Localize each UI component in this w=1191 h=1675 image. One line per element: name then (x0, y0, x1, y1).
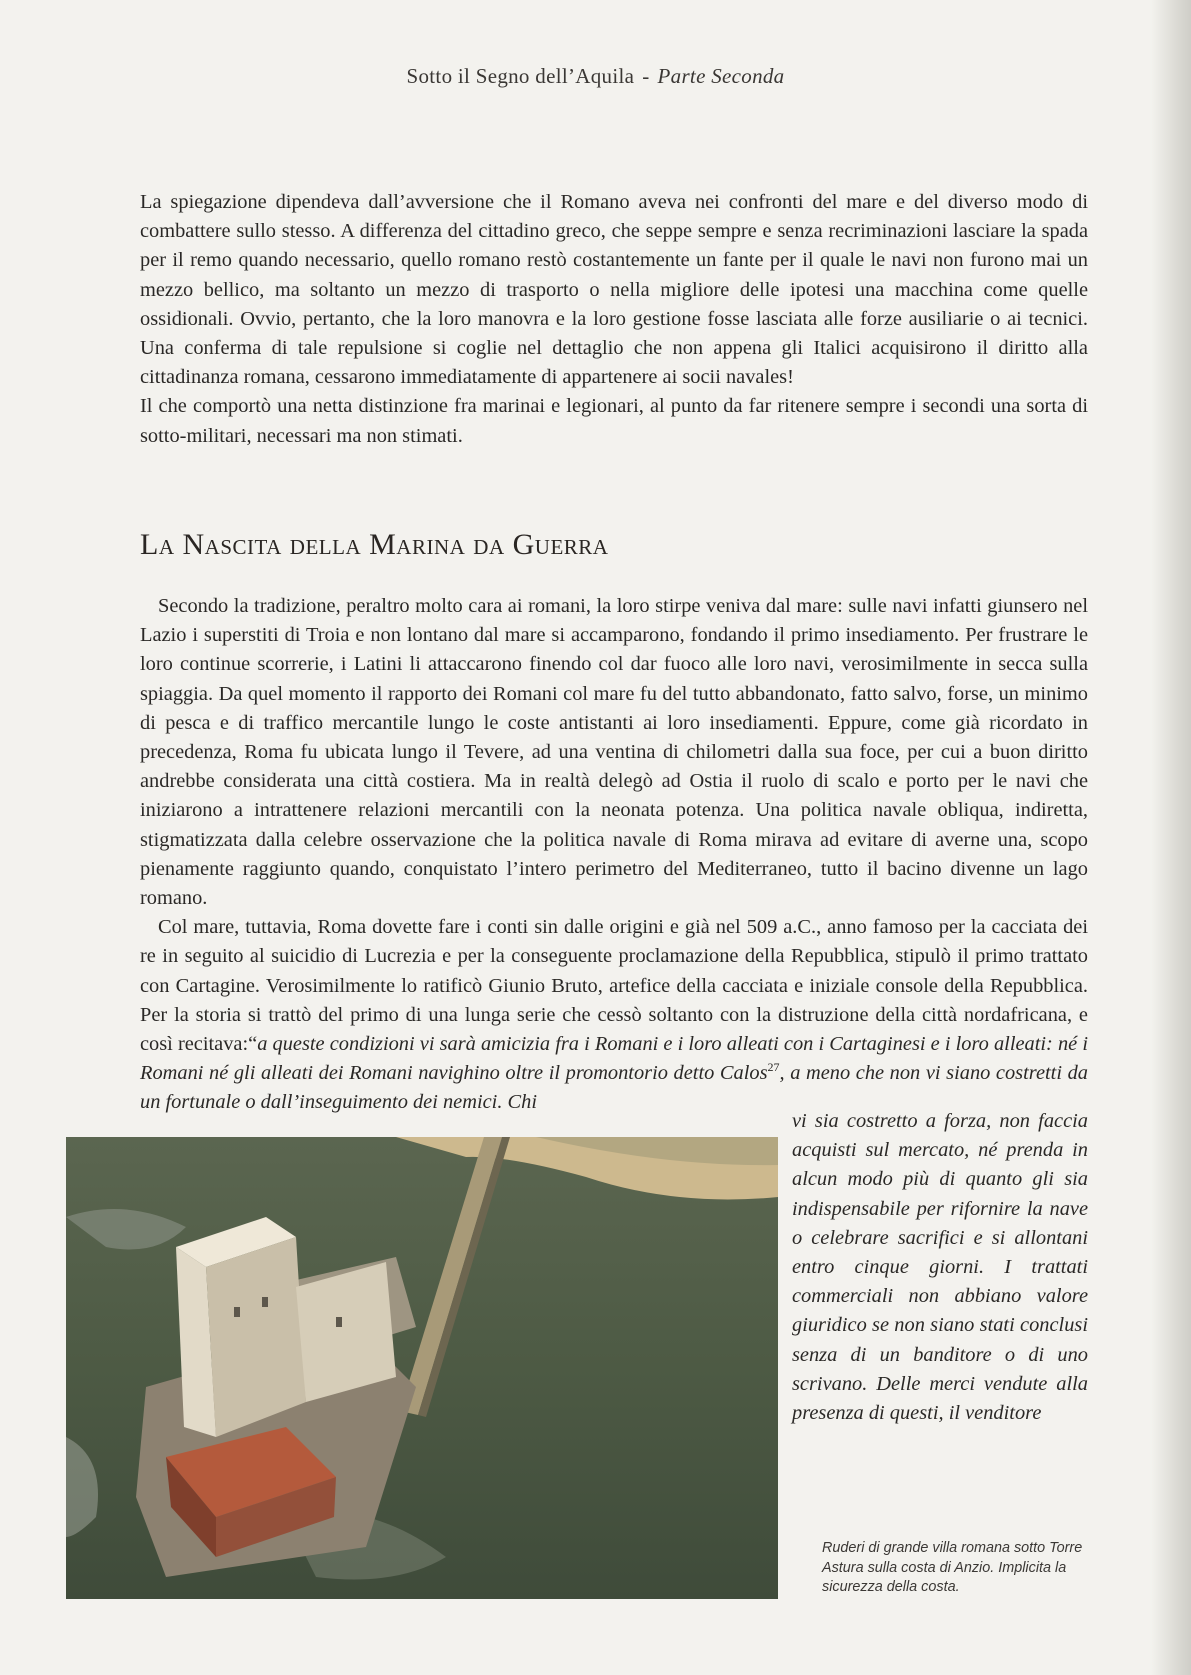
treaty-paragraph (140, 913, 1088, 1117)
photo-caption: Ruderi di grande villa romana sotto Torre Astura sulla costa di Anzio. Implicita la sicurezza della costa. (822, 1540, 1083, 1595)
aerial-photo-torre-astura (66, 1137, 778, 1599)
paragraph: La spiegazione dipendeva dall’avversione che il Romano aveva nei confronti del mare e del diverso modo di combattere sullo stesso. A differenza del cittadino greco, che seppe sempre e senza recriminazioni lasciare la spada per il remo quando necessario, quello romano restò costantemente un fante per il quale le navi non furono mai un mezzo bellico, ma soltanto un mezzo di trasporto o nella migliore delle ipotesi una macchina come quelle ossidionali. Ovvio, pertanto, che la loro manovra e la loro gestione fosse lasciata alle forze ausiliarie o ai tecnici. Una conferma di tale repulsione si coglie nel dettaglio che non appena gli Italici acquisirono il diritto alla cittadinanza romana, cessarono immediatamente di appartenere ai socii navales! (140, 191, 1088, 389)
running-header (0, 64, 1191, 89)
section-body (140, 592, 1088, 1118)
paragraph: Secondo la tradizione, peraltro molto cara ai romani, la loro stirpe veniva dal mare: sulle navi infatti giunsero nel Lazio i superstiti di Troia e non lontano dal mare si accamparono, fondando il primo insediamento. Per frustrare le loro continue scorrerie, i Latini li attaccarono finendo col dar fuoco alle loro navi, verosimilmente in secca sulla spiaggia. Da quel momento il rapporto dei Romani col mare fu del tutto abbandonato, fatto salvo, forse, un minimo di pesca e di traffico mercantile lungo le coste antistanti ai loro insediamenti. Eppure, come già ricordato in precedenza, Roma fu ubicata lungo il Tevere, ad una ventina di chilometri dalla sua foce, per cui a buon diritto andrebbe considerata una città costiera. Ma in realtà delegò ad Ostia il ruolo di scalo e porto per le navi che iniziarono a intrattenere relazioni mercantili con la neonata potenza. Una politica navale obliqua, indiretta, stigmatizzata dalla celebre osservazione che la politica navale di Roma mirava ad evitare di averne una, scopo pienamente raggiunto quando, conquistato l’intero perimetro del Mediterraneo, tutto il bacino divenne un lago romano. (140, 595, 1088, 910)
tower-side (206, 1237, 306, 1437)
treaty-quote-wrap: vi sia costretto a forza, non faccia acquisti sul mercato, né prenda in alcun modo più di quanto gli sia indispensabile per rifornire la nave o celebrare sacrifici e si allontani entro cinque giorni. I trattati commerciali non abbiano valore giuridico se non siano stati conclusi senza di un banditore o di uno scrivano. Delle merci vendute alla presenza di questi, il venditore (792, 1110, 1088, 1425)
window (234, 1307, 240, 1317)
window (336, 1317, 342, 1327)
section-heading: La Nascita della Marina da Guerra (140, 528, 609, 561)
paragraph: Il che comportò una netta distinzione fra marinai e legionari, al punto da far ritenere sempre i secondi una sorta di sotto-militari, necessari ma non stimati. (140, 395, 1088, 447)
header-separator: - (642, 64, 650, 88)
book-title: Sotto il Segno dell’Aquila (406, 64, 635, 88)
treaty-quote-cont: , a meno che non vi siano costretti da un fortunale o dall’inseguimento dei nemici. Chi (140, 1062, 1088, 1114)
window (262, 1297, 268, 1307)
treaty-quote: a queste condizioni vi sarà amicizia fra i Romani e i loro alleati con i Cartaginesi e i loro alleati: né i Romani né gli alleati dei Romani navighino oltre il promontorio detto Calos (140, 1033, 1088, 1085)
part-title: Parte Seconda (657, 64, 785, 88)
intro-text (140, 188, 1088, 451)
wing (296, 1262, 396, 1402)
paragraph-lead: Col mare, tuttavia, Roma dovette fare i conti sin dalle origini e già nel 509 a.C., anno famoso per la cacciata dei re in seguito al suicidio di Lucrezia e per la conseguente proclamazione della Repubblica, stipulò il primo trattato con Cartagine. Verosimilmente lo ratificò Giunio Bruto, artefice della cacciata e iniziale console della Repubblica. Per la storia si trattò del primo di una lunga serie che cessò soltanto con la distruzione della città nordafricana, e così recitava:“ (140, 916, 1088, 1056)
page-edge-shadow (1151, 0, 1191, 1675)
footnote-marker[interactable]: 27 (767, 1060, 780, 1075)
